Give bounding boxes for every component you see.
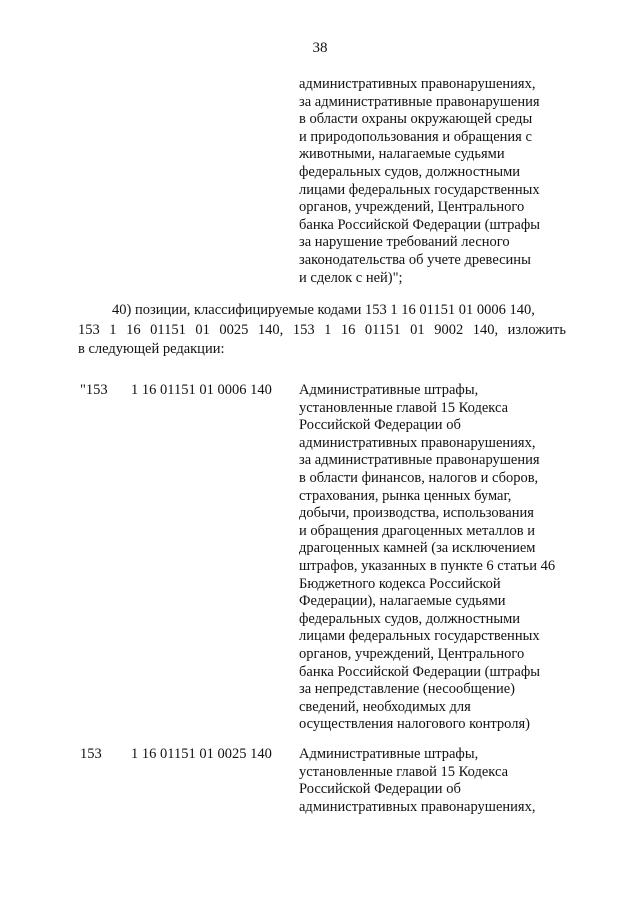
admin-code: 153	[80, 746, 102, 762]
admin-code: "153	[80, 382, 108, 398]
continuation-description: административных правонарушениях, за административные правонарушения в области охраны окружающей среды и природопользования и обращения с животными, налагаемые судьями федеральных судов, должностными лицами федеральных государственных органов, учреждений, Центрального банка Российской Федерации (штрафы за нарушение требований лесного законодательства об учете древесины и сделок с ней)";	[299, 76, 540, 286]
classification-code: 1 16 01151 01 0025 140	[131, 746, 272, 762]
row-description: Административные штрафы, установленные главой 15 Кодекса Российской Федерации об административных правонарушениях, за административные правонарушения в области финансов, налогов и сборов, страхования, рынка ценных бумаг, добычи, производства, использования и обращения драгоценных металлов и драгоценных камней (за исключением штрафов, указанных в пункте 6 статьи 46 Бюджетного кодекса Российской Федерации), налагаемые судьями федеральных судов, должностными лицами федеральных государственных органов, учреждений, Центрального банка Российской Федерации (штрафы за непредставление (несообщение) сведений, необходимых для осуществления налогового контроля)	[299, 382, 556, 733]
paragraph-line: 153 1 16 01151 01 0025 140, 153 1 16 01151 01 9002 140, изложить	[78, 321, 566, 338]
classification-code: 1 16 01151 01 0006 140	[131, 382, 272, 398]
paragraph-line: 40) позиции, классифицируемые кодами 153 1 16 01151 01 0006 140,	[112, 302, 535, 318]
amendment-paragraph	[78, 301, 566, 360]
row-description: Административные штрафы, установленные главой 15 Кодекса Российской Федерации об административных правонарушениях,	[299, 746, 536, 815]
page-number: 38	[312, 40, 328, 56]
paragraph-line: в следующей редакции:	[78, 341, 225, 357]
